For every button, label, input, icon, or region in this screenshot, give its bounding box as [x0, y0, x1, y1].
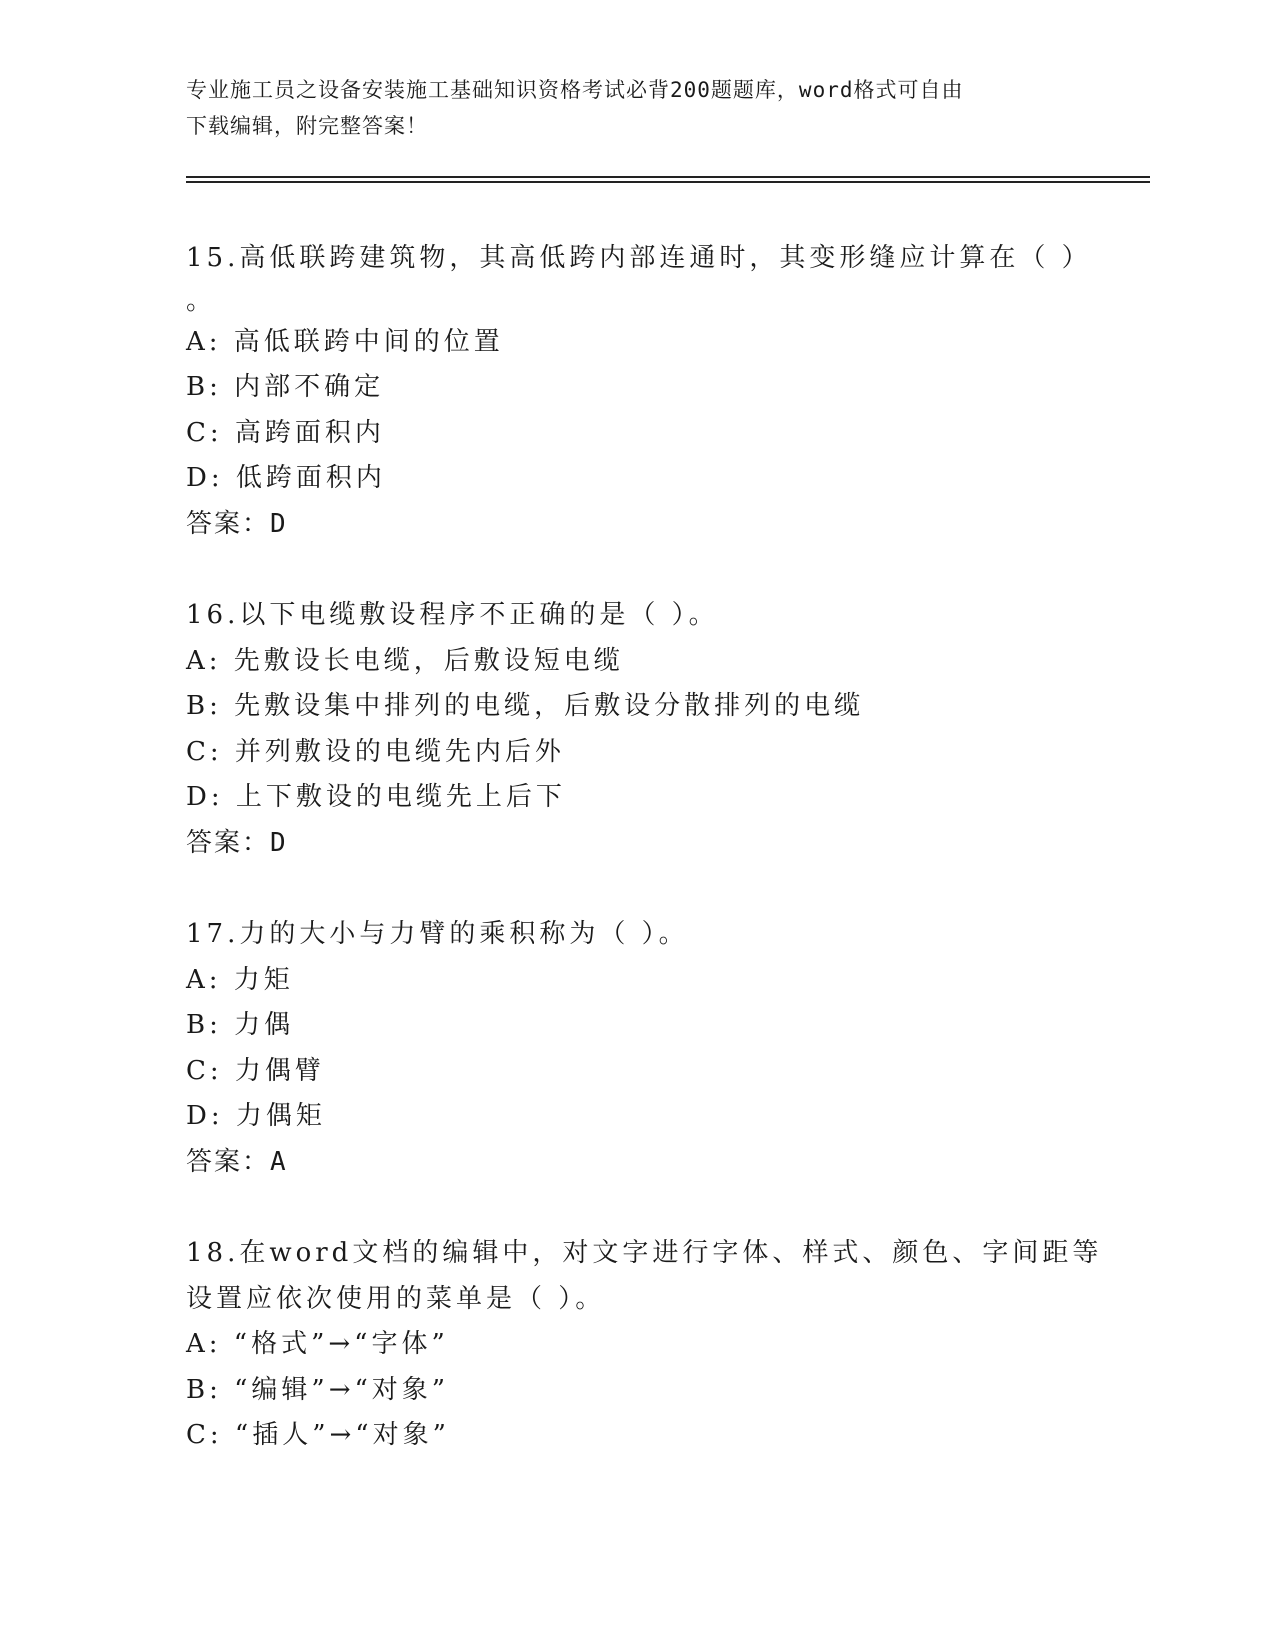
option-c: C: 并列敷设的电缆先内后外	[186, 736, 565, 767]
question-17	[186, 912, 1086, 1185]
header-divider-top	[186, 176, 1150, 178]
header-line-2: 下载编辑，附完整答案！	[186, 114, 428, 138]
question-stem: 15.高低联跨建筑物，其高低跨内部连通时，其变形缝应计算在（ ）	[186, 243, 1092, 273]
document-header	[186, 72, 1086, 144]
question-18	[186, 1231, 1103, 1459]
option-b: B: “编辑”→“对象”	[186, 1374, 450, 1405]
question-stem-tail: 。	[186, 285, 213, 316]
answer: 答案：D	[186, 508, 288, 539]
question-stem: 16.以下电缆敷设程序不正确的是（ ）。	[186, 600, 719, 630]
option-a: A: 高低联跨中间的位置	[186, 326, 504, 357]
option-c: C: 力偶臂	[186, 1055, 325, 1086]
option-c: C: 高跨面积内	[186, 417, 385, 448]
option-b: B: 内部不确定	[186, 372, 385, 402]
option-a: A: 先敷设长电缆，后敷设短电缆	[186, 645, 624, 676]
option-b: B: 力偶	[186, 1010, 295, 1040]
question-stem: 17.力的大小与力臂的乘积称为（ ）。	[186, 919, 689, 949]
option-a: A: 力矩	[186, 964, 294, 995]
option-a: A: “格式”→“字体”	[186, 1329, 449, 1359]
question-list	[186, 236, 1103, 1505]
header-line-1: 专业施工员之设备安装施工基础知识资格考试必背200题题库，word格式可自由	[186, 78, 964, 102]
option-b: B: 先敷设集中排列的电缆，后敷设分散排列的电缆	[186, 691, 865, 721]
question-stem-line-2: 设置应依次使用的菜单是（ ）。	[186, 1283, 606, 1314]
option-d: D: 力偶矩	[186, 1101, 326, 1131]
answer: 答案：D	[186, 827, 288, 858]
question-16	[186, 593, 1086, 866]
question-15	[186, 236, 1092, 547]
answer: 答案：A	[186, 1146, 288, 1177]
option-c: C: “插人”→“对象”	[186, 1420, 450, 1450]
question-stem: 18.在word文档的编辑中，对文字进行字体、样式、颜色、字间距等	[186, 1238, 1103, 1268]
header-divider-bottom	[186, 181, 1150, 183]
option-d: D: 上下敷设的电缆先上后下	[186, 782, 566, 812]
option-d: D: 低跨面积内	[186, 463, 386, 493]
